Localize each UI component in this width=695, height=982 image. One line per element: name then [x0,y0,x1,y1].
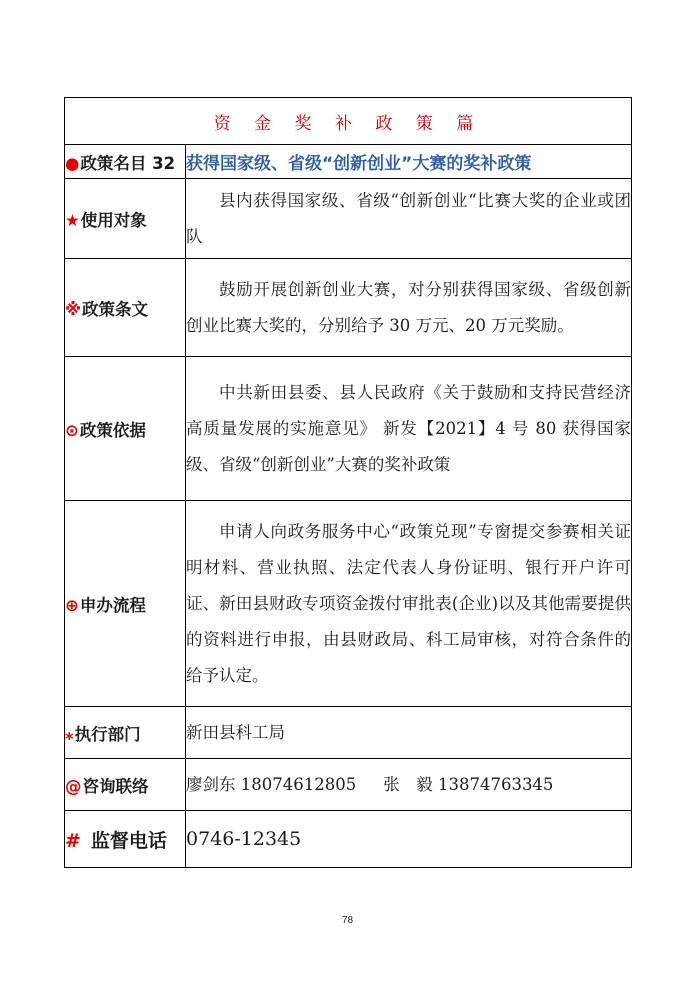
basis-label-cell [65,357,186,501]
reference-mark-icon: ※ [65,299,82,319]
target-label-cell [65,179,186,259]
basis-value: 中共新田县委、县人民政府《关于鼓励和支持民营经济高质量发展的实施意见》 新发【2021】4 号 80 获得国家级、省级“创新创业”大赛的奖补政策 [186,357,632,501]
terms-label-cell [65,259,186,357]
page-number: 78 [341,915,354,926]
process-value: 申请人向政务服务中心“政策兑现”专窗提交参赛相关证明材料、营业执照、法定代表人身份证明、银行开户许可证、新田县财政专项资金拨付审批表(企业)以及其他需要提供的资料进行申报，由县财政局、科工局审核，对符合条件的给予认定。 [186,501,632,707]
star-icon: ★ [65,210,80,230]
circled-dot-icon: ⊙ [65,420,79,440]
process-label-cell [65,501,186,707]
contact-label: 咨询联络 [82,776,149,796]
target-value: 县内获得国家级、省级“创新创业“比赛大奖的企业或团队 [186,179,632,259]
target-label: 使用对象 [80,210,147,230]
supervision-label: 监督电话 [90,829,167,852]
policy-name-label: 政策名目 32 [80,153,176,173]
department-row [65,707,632,759]
contact-label-cell [65,759,186,811]
bullet-icon: ● [65,153,80,173]
policy-name-row [65,145,632,179]
contact-value: 廖剑东 18074612805 张 毅 13874763345 [186,759,632,811]
basis-label: 政策依据 [79,420,146,440]
department-label: 执行部门 [74,724,141,744]
policy-table [64,97,632,868]
target-row [65,179,632,259]
process-label: 申办流程 [79,595,146,615]
supervision-phone: 0746-12345 [186,811,632,868]
basis-row [65,357,632,501]
terms-value: 鼓励开展创新创业大赛，对分别获得国家级、省级创新创业比赛大奖的，分别给予 30 万元、20 万元奖励。 [186,259,632,357]
contact-row [65,759,632,811]
terms-label: 政策条文 [82,299,149,319]
title-row [65,98,632,145]
supervision-label-cell [65,811,186,868]
policy-name-value: 获得国家级、省级“创新创业”大赛的奖补政策 [186,145,632,179]
asterisk-icon: ⁎ [65,724,74,744]
policy-name-label-cell [65,145,186,179]
section-title: 资 金 奖 补 政 策 篇 [65,98,632,145]
hash-icon: # [65,829,81,852]
terms-row [65,259,632,357]
at-sign-icon: @ [65,776,82,796]
department-label-cell [65,707,186,759]
department-value: 新田县科工局 [186,707,632,759]
supervision-row [65,811,632,868]
circled-plus-icon: ⊕ [65,595,79,615]
process-row [65,501,632,707]
